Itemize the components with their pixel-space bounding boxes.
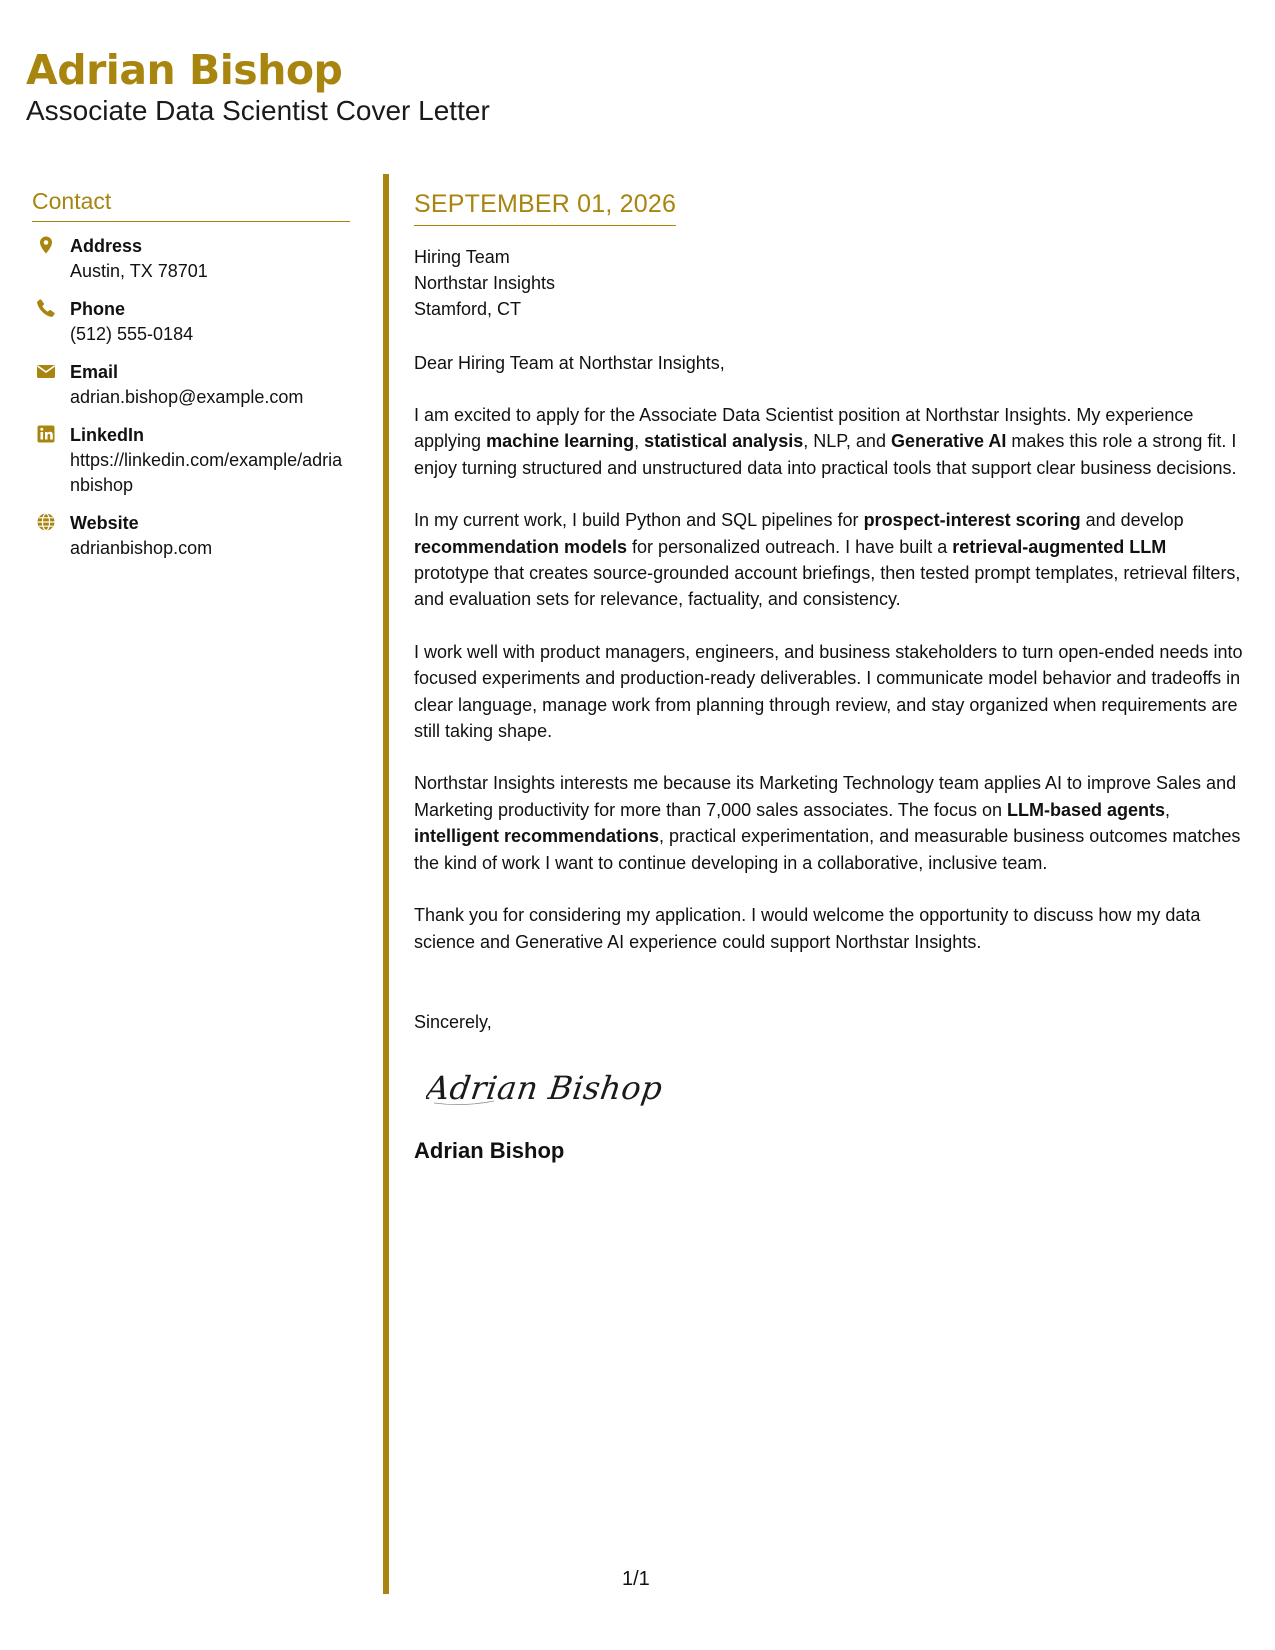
contact-item-address: [32, 234, 350, 284]
contact-label: LinkedIn: [70, 425, 145, 445]
applicant-name: Adrian Bishop: [26, 46, 343, 94]
column-divider: [383, 174, 389, 1594]
highlighted-term: retrieval-augmented LLM: [952, 536, 1167, 557]
highlighted-term: recommendation models: [414, 536, 628, 557]
contact-item-email: [32, 360, 350, 410]
contact-value[interactable]: adrian.bishop@example.com: [70, 387, 304, 407]
letter-body: [414, 190, 1244, 1164]
recipient-line: Hiring Team: [414, 247, 510, 267]
paragraph-text: for personalized outreach. I have built a: [627, 536, 953, 557]
contact-item-linkedin: [32, 423, 350, 498]
document-title: Associate Data Scientist Cover Letter: [26, 95, 490, 127]
body-paragraph: [414, 902, 1244, 955]
paragraph-text: Thank you for considering my application. I would welcome the opportunity to discuss how my data science and Generative AI experience could support Northstar Insights.: [414, 905, 1201, 952]
contact-item-website: [32, 511, 350, 561]
letter-paragraphs: [414, 402, 1244, 955]
body-paragraph: [414, 507, 1244, 613]
highlighted-term: statistical analysis: [644, 431, 804, 452]
contact-label: Phone: [70, 299, 126, 319]
closing: Sincerely,: [414, 1011, 492, 1032]
contact-heading: Contact: [32, 188, 350, 222]
recipient-block: [414, 244, 1244, 322]
paragraph-text: , NLP, and: [803, 431, 891, 452]
salutation: Dear Hiring Team at Northstar Insights,: [414, 353, 725, 373]
contact-label: Email: [70, 362, 119, 382]
page-number: 1/1: [622, 1568, 650, 1590]
contact-value: Austin, TX 78701: [70, 261, 208, 281]
highlighted-term: prospect-interest scoring: [863, 510, 1081, 531]
paragraph-text: makes this role a strong fit. I enjoy turning structured and unstructured data into practical tools that support clear business decisions.: [414, 431, 1237, 478]
paragraph-text: ,: [1165, 799, 1171, 820]
contact-value[interactable]: adrianbishop.com: [70, 538, 213, 558]
highlighted-term: intelligent recommendations: [414, 826, 660, 847]
paragraph-text: In my current work, I build Python and SQL pipelines for: [414, 510, 864, 531]
contact-item-phone: [32, 297, 350, 347]
globe-icon: [36, 512, 60, 536]
letter-date: SEPTEMBER 01, 2026: [414, 190, 676, 226]
paragraph-text: Northstar Insights interests me because its Marketing Technology team applies AI to improve Sales and Marketing productivity for more than 7,000 sales associates. The focus on: [414, 773, 1237, 820]
highlighted-term: Generative AI: [890, 431, 1007, 452]
paragraph-text: I work well with product managers, engineers, and business stakeholders to turn open-ended needs into focused experiments and production-ready deliverables. I communicate model behavior and tradeoffs in clear language, manage work from planning through review, and stay organized when requirements are still taking shape.: [414, 641, 1243, 742]
highlighted-term: machine learning: [486, 431, 635, 452]
contact-sidebar: [32, 188, 350, 574]
map-pin-icon: [36, 235, 60, 259]
paragraph-text: , practical experimentation, and measurable business outcomes matches the kind of work I want to continue developing in a collaborative, inclusive team.: [414, 826, 1241, 873]
letter-header: [26, 48, 490, 127]
signed-name: Adrian Bishop: [414, 1137, 565, 1163]
body-paragraph: [414, 402, 1244, 481]
contact-value[interactable]: https://linkedin.com/example/adrianbishop: [70, 450, 343, 495]
paragraph-text: and develop: [1080, 510, 1184, 531]
linkedin-icon: [36, 424, 60, 448]
recipient-line: Northstar Insights: [414, 273, 556, 293]
body-paragraph: [414, 770, 1244, 876]
envelope-icon: [36, 361, 60, 385]
phone-icon: [36, 298, 60, 322]
highlighted-term: LLM-based agents: [1006, 799, 1166, 820]
contact-label: Address: [70, 236, 143, 256]
recipient-line: Stamford, CT: [414, 299, 522, 319]
paragraph-text: I am excited to apply for the Associate Data Scientist position at Northstar Insights. My experience applying: [414, 405, 1194, 452]
body-paragraph: [414, 639, 1244, 745]
contact-label: Website: [70, 513, 139, 533]
handwritten-signature: [426, 1063, 1244, 1118]
svg-text:Adrian Bishop: Adrian Bishop: [426, 1069, 666, 1107]
contact-value: (512) 555-0184: [70, 324, 194, 344]
contact-list: [32, 234, 350, 561]
paragraph-text: ,: [634, 431, 645, 452]
paragraph-text: prototype that creates source-grounded account briefings, then tested prompt templates, retrieval filters, and evaluation sets for relevance, factuality, and consistency.: [414, 563, 1241, 610]
